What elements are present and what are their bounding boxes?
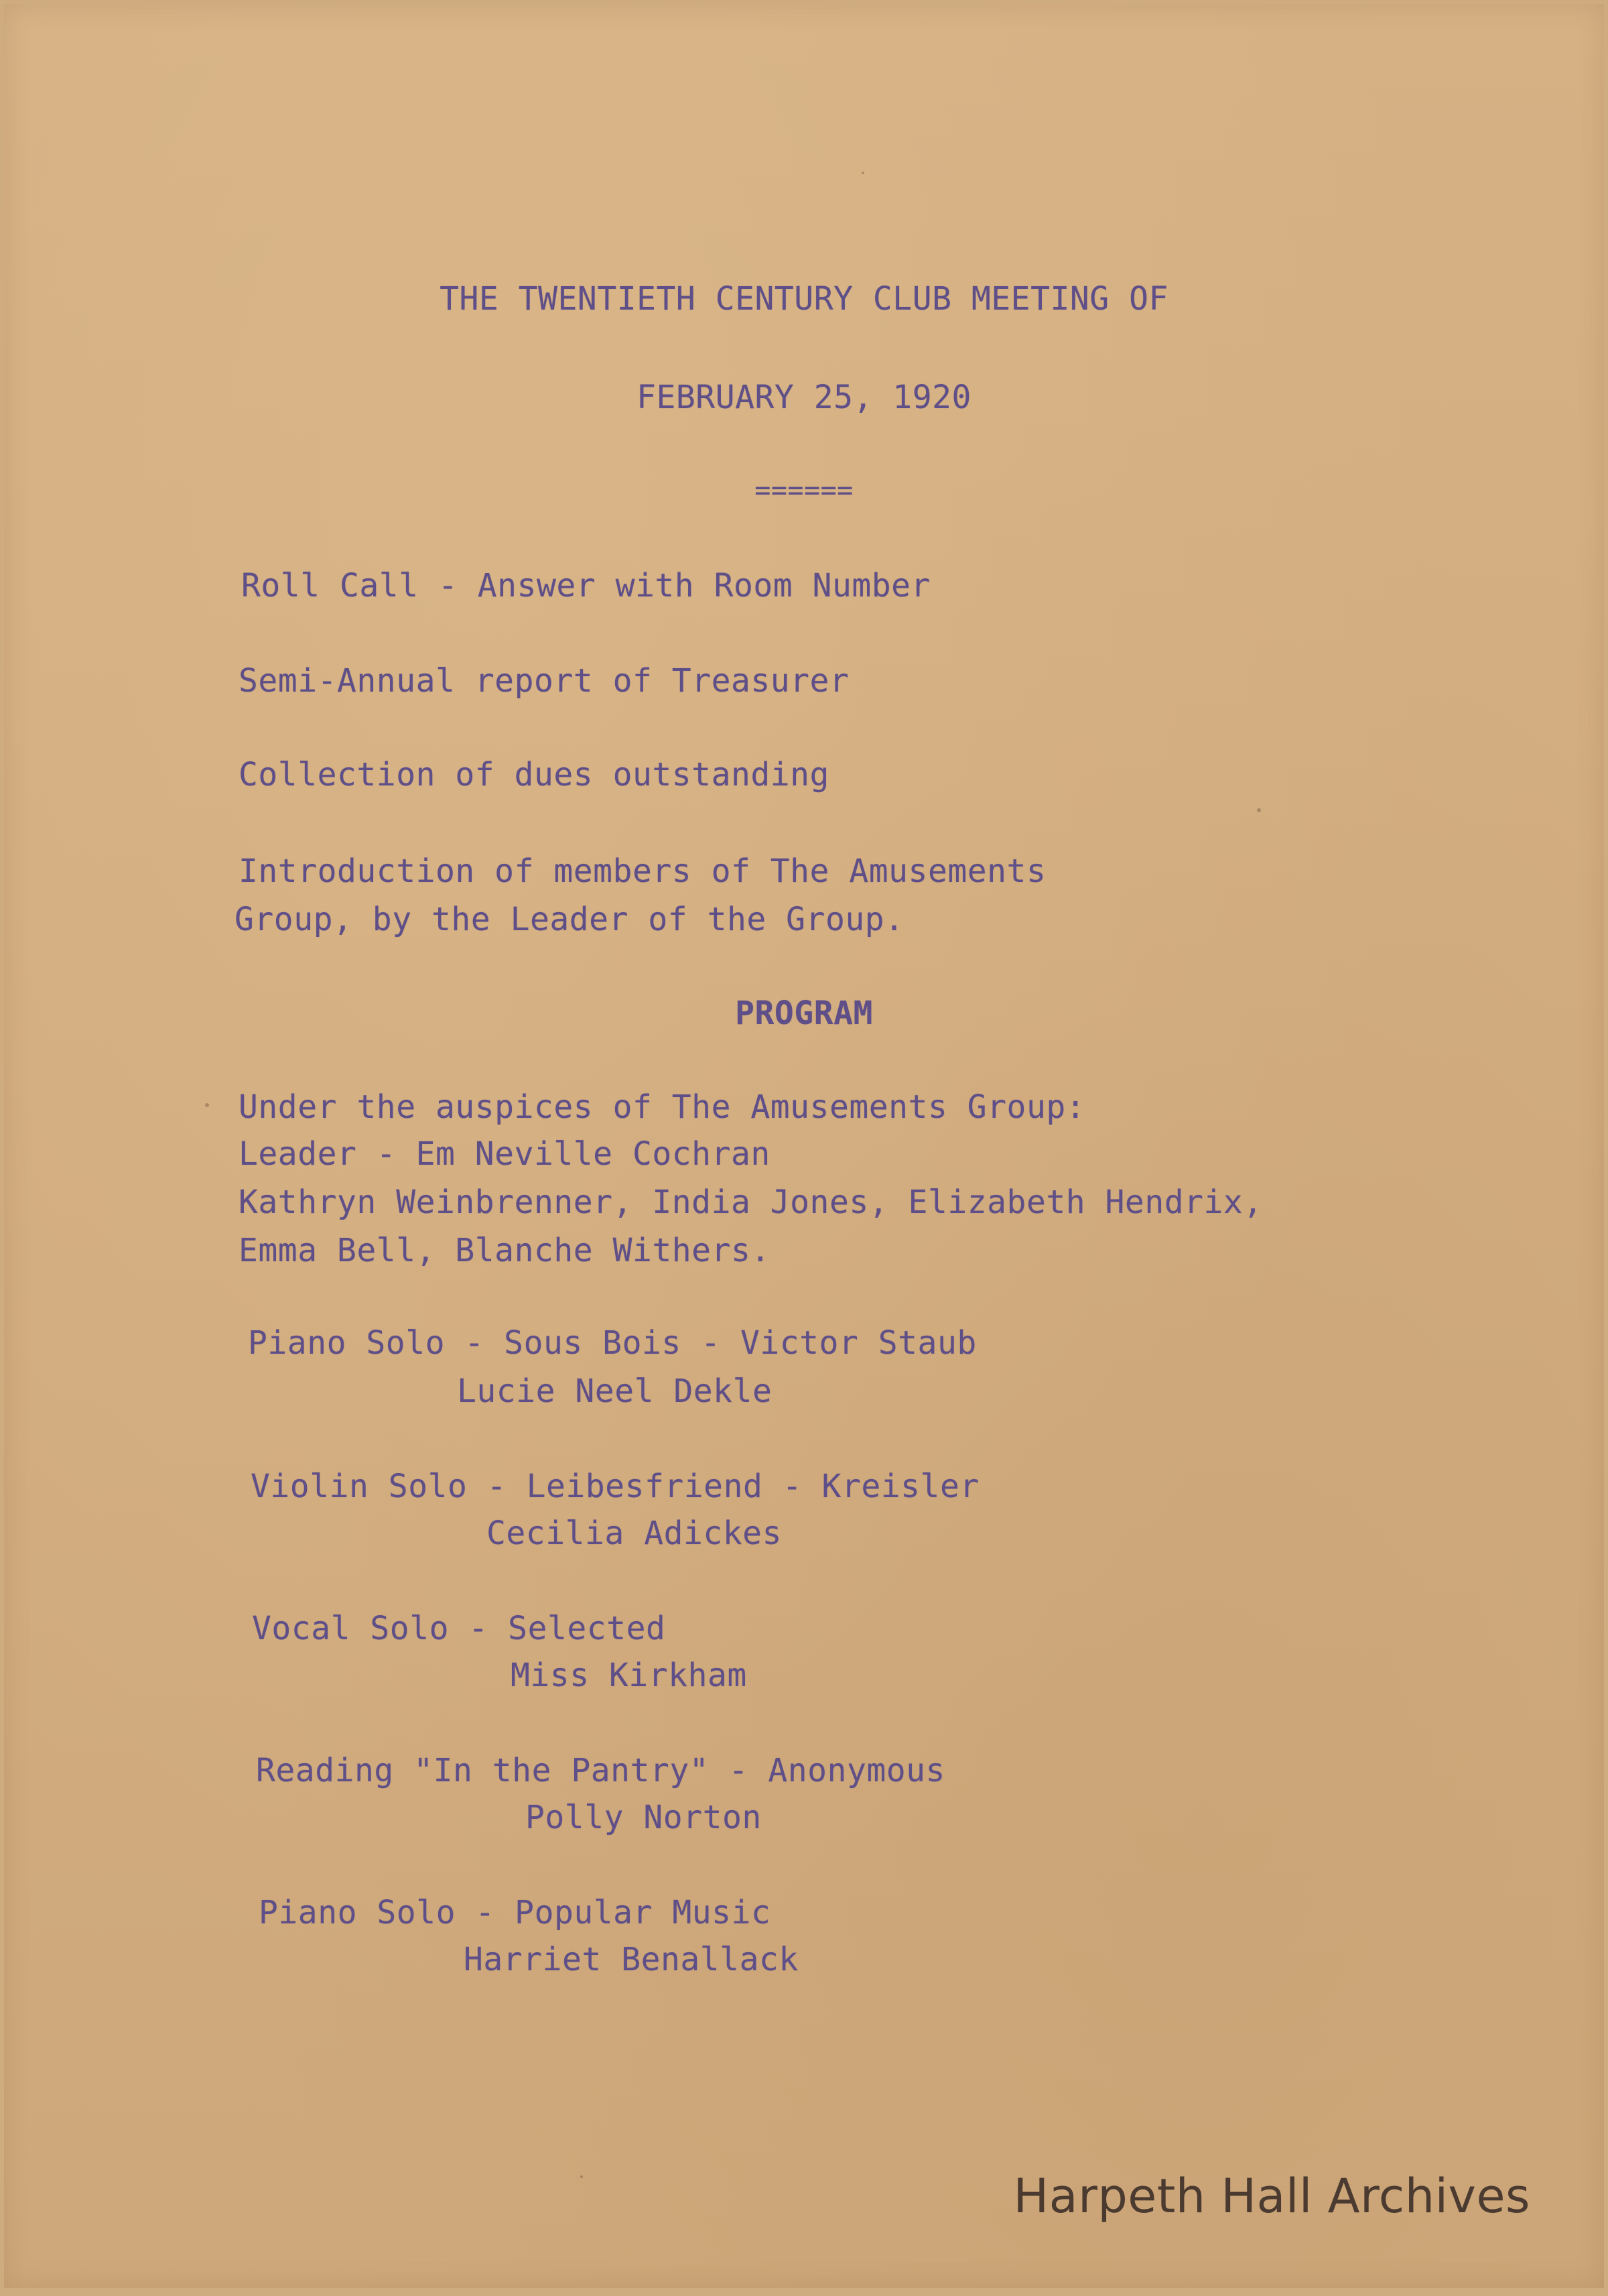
auspices-line-members-1: Kathryn Weinbrenner, India Jones, Elizabeth Hendrix, <box>239 1184 1263 1221</box>
program-item-piece: Violin Solo - Leibesfriend - Kreisler <box>251 1468 980 1505</box>
separator: ====== <box>754 475 854 506</box>
agenda-item-introduction-line-2: Group, by the Leader of the Group. <box>234 901 904 938</box>
auspices-line-1: Under the auspices of The Amusements Group: <box>239 1088 1086 1126</box>
program-item-performer: Harriet Benallack <box>464 1941 799 1978</box>
title-line-1: THE TWENTIETH CENTURY CLUB MEETING OF <box>440 280 1168 318</box>
program-item-performer: Miss Kirkham <box>511 1657 747 1694</box>
auspices-line-members-2: Emma Bell, Blanche Withers. <box>239 1232 770 1269</box>
auspices-line-leader: Leader - Em Neville Cochran <box>239 1135 770 1173</box>
paper-speck <box>862 172 864 174</box>
paper-speck <box>580 2175 583 2178</box>
agenda-item-dues: Collection of dues outstanding <box>239 756 829 793</box>
program-heading: PROGRAM <box>735 995 873 1032</box>
paper-speck <box>205 1103 209 1107</box>
program-item-performer: Cecilia Adickes <box>486 1515 782 1552</box>
program-item-piece: Piano Solo - Popular Music <box>259 1894 771 1931</box>
agenda-item-treasurer-report: Semi-Annual report of Treasurer <box>239 662 850 700</box>
agenda-item-roll-call: Roll Call - Answer with Room Number <box>241 567 931 604</box>
program-item-piece: Piano Solo - Sous Bois - Victor Staub <box>248 1324 977 1362</box>
paper-speck <box>1257 808 1261 812</box>
program-item-performer: Polly Norton <box>525 1799 762 1836</box>
archive-watermark: Harpeth Hall Archives <box>1013 2169 1530 2224</box>
agenda-item-introduction-line-1: Introduction of members of The Amusements <box>239 852 1047 890</box>
program-item-piece: Reading "In the Pantry" - Anonymous <box>256 1752 945 1789</box>
title-line-2: FEBRUARY 25, 1920 <box>636 379 972 416</box>
document-page <box>4 4 1604 2288</box>
program-item-piece: Vocal Solo - Selected <box>252 1610 666 1647</box>
program-item-performer: Lucie Neel Dekle <box>457 1373 773 1410</box>
